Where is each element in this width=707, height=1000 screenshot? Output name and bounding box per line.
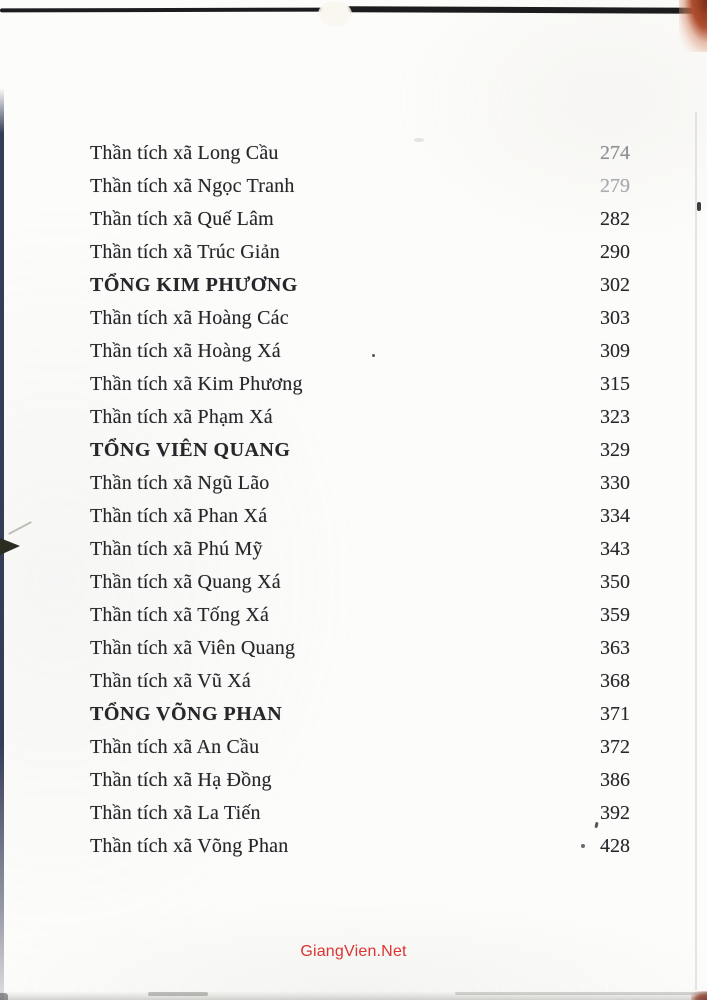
toc-entry-page-number: 274 xyxy=(600,142,630,164)
right-edge-speck xyxy=(697,202,701,211)
toc-entry-page-number: 302 xyxy=(600,274,630,296)
left-spine-notch xyxy=(0,538,20,555)
toc-row xyxy=(90,269,630,302)
page-top-edge-right xyxy=(346,6,707,14)
toc-row xyxy=(90,500,630,533)
toc-row xyxy=(90,566,630,599)
left-spine-scratch xyxy=(8,521,32,535)
toc-entry-page-number: 343 xyxy=(600,538,630,560)
toc-entry-page-number: 329 xyxy=(600,439,630,461)
toc-entry-label: Thần tích xã Phạm Xá xyxy=(90,406,273,428)
toc-row xyxy=(90,830,630,863)
toc-row xyxy=(90,203,630,236)
toc-entry-page-number: 363 xyxy=(600,637,630,659)
toc-entry-page-number: 372 xyxy=(600,736,630,758)
toc-entry-label: TỔNG KIM PHƯƠNG xyxy=(90,274,298,296)
toc-entry-label: Thần tích xã Trúc Giản xyxy=(90,241,280,263)
toc-entry-label: Thần tích xã Ngọc Tranh xyxy=(90,175,295,197)
toc-entry-label: Thần tích xã Hạ Đồng xyxy=(90,769,272,791)
toc-row xyxy=(90,368,630,401)
page-top-edge-gap xyxy=(318,1,352,27)
toc-row xyxy=(90,236,630,269)
toc-entry-page-number: 368 xyxy=(600,670,630,692)
toc-entry-page-number: 392 xyxy=(600,802,630,824)
toc-entry-label: Thần tích xã Long Cầu xyxy=(90,142,279,164)
toc-row xyxy=(90,302,630,335)
toc-entry-label: Thần tích xã Viên Quang xyxy=(90,637,296,659)
toc-row xyxy=(90,434,630,467)
toc-entry-page-number: 290 xyxy=(600,241,630,263)
toc-row xyxy=(90,665,630,698)
toc-entry-page-number: 371 xyxy=(600,703,630,725)
toc-entry-page-number: 334 xyxy=(600,505,630,527)
toc-entry-label: Thần tích xã La Tiến xyxy=(90,802,261,824)
toc-entry-page-number: 330 xyxy=(600,472,630,494)
toc-row xyxy=(90,599,630,632)
toc-row xyxy=(90,137,630,170)
toc-row xyxy=(90,170,630,203)
page-top-edge-left xyxy=(0,8,334,13)
toc-entry-page-number: 428 xyxy=(600,835,630,857)
toc-entry-page-number: 359 xyxy=(600,604,630,626)
bottom-smudge xyxy=(455,992,707,995)
toc-entry-label: Thần tích xã An Cầu xyxy=(90,736,260,758)
toc-entry-page-number: 323 xyxy=(600,406,630,428)
toc-entry-page-number: 386 xyxy=(600,769,630,791)
toc-entry-label: TỔNG VIÊN QUANG xyxy=(90,439,291,461)
toc-entry-label: Thần tích xã Phan Xá xyxy=(90,505,268,527)
toc-entry-label: Thần tích xã Quế Lâm xyxy=(90,208,274,230)
bottom-smudge xyxy=(148,992,208,996)
toc-row xyxy=(90,764,630,797)
toc-entry-label: Thần tích xã Ngũ Lão xyxy=(90,472,270,494)
toc-row xyxy=(90,533,630,566)
toc-entry-label: Thần tích xã Kim Phương xyxy=(90,373,303,395)
toc-row xyxy=(90,335,630,368)
toc-entry-label: Thần tích xã Phú Mỹ xyxy=(90,538,263,560)
toc-entry-page-number: 279 xyxy=(600,175,630,197)
toc-entry-page-number: 303 xyxy=(600,307,630,329)
toc-row xyxy=(90,632,630,665)
top-right-corner-stain xyxy=(679,0,707,52)
toc-entry-label: Thần tích xã Võng Phan xyxy=(90,835,289,857)
toc-row xyxy=(90,797,630,830)
watermark-text: GiangVien.Net xyxy=(300,943,407,960)
toc-entry-page-number: 309 xyxy=(600,340,630,362)
toc-entry-label: TỔNG VÕNG PHAN xyxy=(90,703,283,725)
toc-row xyxy=(90,467,630,500)
toc-row xyxy=(90,698,630,731)
toc-entry-label: Thần tích xã Quang Xá xyxy=(90,571,281,593)
toc-entry-page-number: 315 xyxy=(600,373,630,395)
toc-row xyxy=(90,401,630,434)
toc-entry-label: Thần tích xã Hoàng Các xyxy=(90,307,289,329)
table-of-contents xyxy=(90,137,630,863)
toc-entry-label: Thần tích xã Vũ Xá xyxy=(90,670,251,692)
bottom-left-speck xyxy=(0,993,8,1000)
toc-entry-page-number: 282 xyxy=(600,208,630,230)
toc-entry-label: Thần tích xã Hoàng Xá xyxy=(90,340,281,362)
toc-row xyxy=(90,731,630,764)
right-page-edge xyxy=(695,112,697,990)
toc-entry-label: Thần tích xã Tống Xá xyxy=(90,604,270,626)
toc-entry-page-number: 350 xyxy=(600,571,630,593)
